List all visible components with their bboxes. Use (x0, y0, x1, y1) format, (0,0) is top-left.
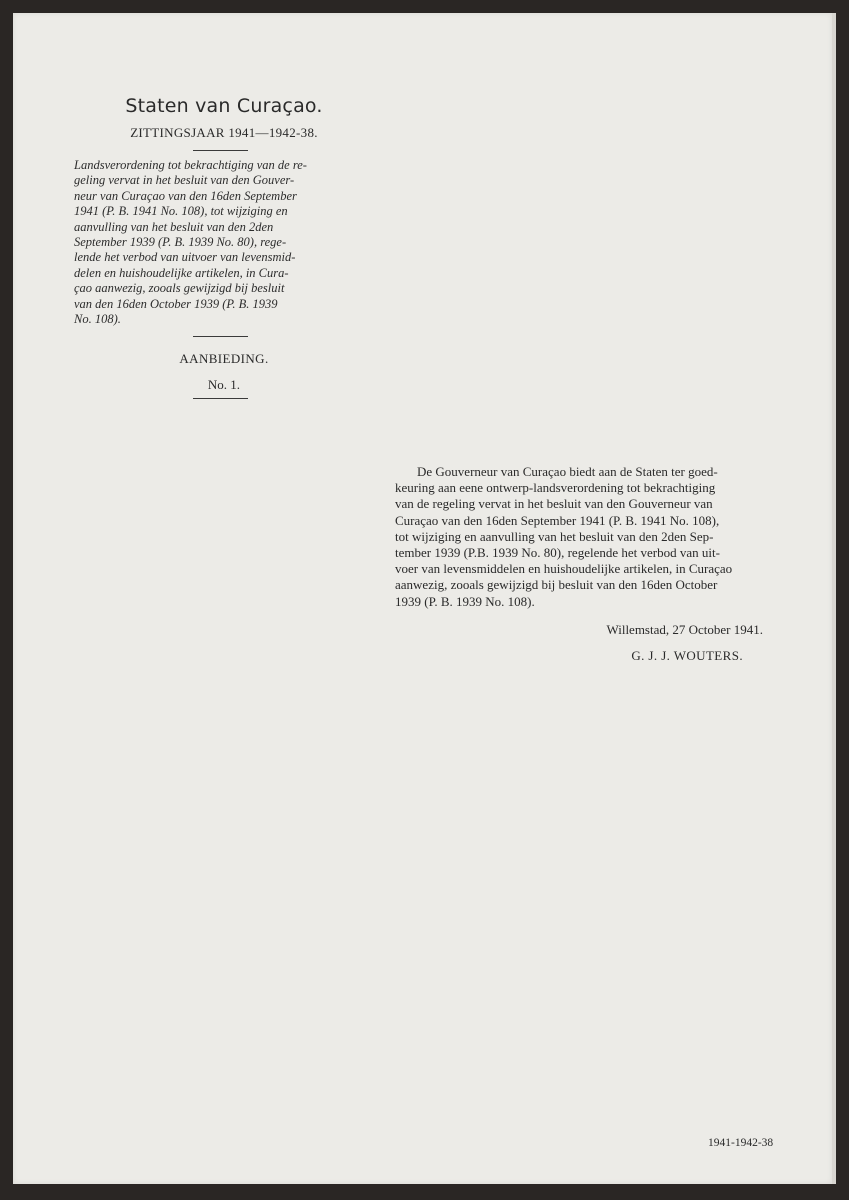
section-heading: AANBIEDING. (179, 351, 269, 367)
body-line: 1939 (P. B. 1939 No. 108). (395, 593, 535, 609)
divider-rule (193, 336, 248, 337)
body-line: van de regeling vervat in het besluit van den Gouverneur van (395, 496, 713, 512)
summary-text (74, 158, 371, 327)
body-line: tot wijziging en aanvulling van het besluit van den 2den Sep- (395, 528, 714, 544)
summary-line: Landsverordening tot bekrachtiging van de re- (74, 158, 307, 172)
summary-line: lende het verbod van uitvoer van levensmid- (74, 250, 296, 265)
place-date: Willemstad, 27 October 1941. (606, 621, 763, 637)
body-block (395, 464, 780, 664)
body-line: tember 1939 (P.B. 1939 No. 80), regelende het verbod van uit- (395, 545, 720, 561)
summary-line: 1941 (P. B. 1941 No. 108), tot wijziging en (74, 204, 288, 219)
page-edge (832, 13, 836, 1184)
signatory: G. J. J. WOUTERS. (631, 647, 743, 663)
summary-line: neur van Curaçao van den 16den September (74, 188, 297, 203)
body-line: voer van levensmiddelen en huishoudelijke artikelen, in Curaçao (395, 561, 733, 577)
body-line: aanwezig, zooals gewijzigd bij besluit van den 16den October (395, 577, 718, 593)
summary-line: No. 108). (74, 312, 121, 327)
summary-line: geling vervat in het besluit van den Gouver- (74, 173, 295, 188)
summary-line: van den 16den October 1939 (P. B. 1939 (74, 296, 278, 311)
session-year: ZITTINGSJAAR 1941—1942-38. (130, 125, 318, 140)
summary-line: delen en huishoudelijke artikelen, in Cura- (74, 265, 289, 280)
body-line: Curaçao van den 16den September 1941 (P. B. 1941 No. 108), (395, 512, 720, 528)
summary-line: çao aanwezig, zooals gewijzigd bij besluit (74, 281, 285, 296)
document-title: Staten van Curaçao. (125, 95, 323, 117)
divider-rule (193, 150, 248, 151)
footer-number: 1941-1942-38 (708, 1137, 774, 1149)
header-block (60, 95, 380, 399)
summary-line: aanvulling van het besluit van den 2den (74, 219, 274, 234)
document-number: No. 1. (207, 377, 241, 393)
body-line: De Gouverneur van Curaçao biedt aan de Staten ter goed- (417, 464, 718, 479)
summary-line: September 1939 (P. B. 1939 No. 80), rege- (74, 235, 287, 250)
body-text (395, 464, 780, 610)
divider-rule (193, 398, 248, 399)
body-line: keuring aan eene ontwerp-landsverordening tot bekrachtiging (395, 480, 716, 496)
